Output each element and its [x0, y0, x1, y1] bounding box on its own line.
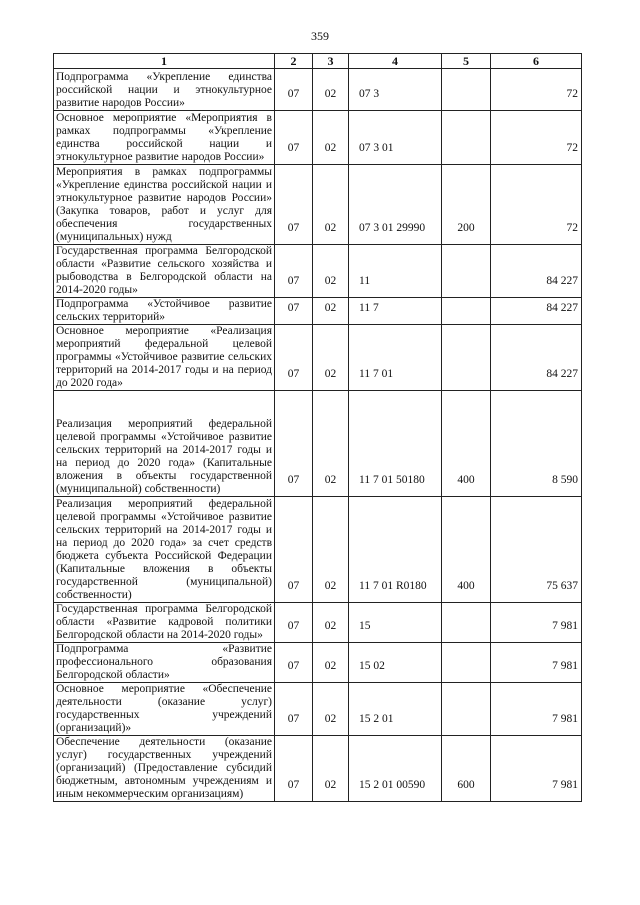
row-name-cell: Государственная программа Белгородской области «Развитие кадровой политики Белгородской области на 2014-2020 годы»	[54, 603, 275, 643]
row-name-cell: Государственная программа Белгородской области «Развитие сельского хозяйства и рыбоводства в Белгородской области на 2014-2020 годы»	[54, 245, 275, 298]
target-article-cell	[349, 683, 442, 736]
table-row	[54, 165, 582, 245]
expense-type-value: 400	[457, 580, 475, 592]
table-row	[54, 391, 582, 497]
target-article-cell	[349, 325, 442, 391]
target-article-value: 07 3 01	[359, 142, 394, 154]
expense-type-value: 400	[457, 474, 475, 486]
column-header: 1	[54, 54, 275, 69]
subsection-code-value: 02	[324, 222, 337, 234]
amount-value: 8 590	[552, 474, 578, 486]
target-article-value: 15	[359, 620, 371, 632]
subsection-code-value: 02	[324, 88, 337, 100]
section-code-value: 07	[287, 275, 300, 287]
subsection-code-value: 02	[324, 779, 337, 791]
amount-value: 84 227	[546, 368, 578, 380]
amount-cell	[491, 683, 582, 736]
subsection-code-cell	[313, 643, 349, 683]
table-row	[54, 643, 582, 683]
amount-value: 84 227	[546, 302, 578, 314]
column-header: 6	[491, 54, 582, 69]
section-code-value: 07	[287, 474, 300, 486]
subsection-code-cell	[313, 298, 349, 325]
row-name-cell: Подпрограмма «Укрепление единства российской нации и этнокультурное развитие народов России»	[54, 69, 275, 111]
row-name-cell: Основное мероприятие «Обеспечение деятельности (оказание услуг) государственных учреждений (организаций)»	[54, 683, 275, 736]
column-header: 3	[313, 54, 349, 69]
target-article-cell	[349, 111, 442, 165]
subsection-code-value: 02	[324, 580, 337, 592]
table-row	[54, 603, 582, 643]
amount-cell	[491, 391, 582, 497]
amount-value: 72	[566, 88, 578, 100]
subsection-code-value: 02	[324, 275, 337, 287]
amount-cell	[491, 603, 582, 643]
subsection-code-cell	[313, 325, 349, 391]
subsection-code-cell	[313, 683, 349, 736]
section-code-cell	[275, 603, 313, 643]
section-code-value: 07	[287, 660, 300, 672]
amount-value: 72	[566, 222, 578, 234]
subsection-code-value: 02	[324, 474, 337, 486]
target-article-cell	[349, 603, 442, 643]
table-row	[54, 497, 582, 603]
section-code-cell	[275, 391, 313, 497]
expense-type-cell	[442, 683, 491, 736]
expense-type-cell	[442, 245, 491, 298]
table-row	[54, 736, 582, 802]
section-code-value: 07	[287, 302, 300, 314]
target-article-value: 11 7	[359, 302, 379, 314]
subsection-code-cell	[313, 736, 349, 802]
amount-cell	[491, 736, 582, 802]
subsection-code-value: 02	[324, 368, 337, 380]
expense-type-cell	[442, 497, 491, 603]
section-code-cell	[275, 683, 313, 736]
section-code-value: 07	[287, 142, 300, 154]
expense-type-cell	[442, 111, 491, 165]
amount-cell	[491, 165, 582, 245]
amount-value: 7 981	[552, 713, 578, 725]
amount-cell	[491, 245, 582, 298]
section-code-cell	[275, 643, 313, 683]
expense-type-cell	[442, 736, 491, 802]
target-article-value: 07 3	[359, 88, 380, 100]
column-header: 5	[442, 54, 491, 69]
section-code-cell	[275, 245, 313, 298]
section-code-value: 07	[287, 779, 300, 791]
target-article-value: 15 2 01	[359, 713, 394, 725]
target-article-cell	[349, 298, 442, 325]
section-code-cell	[275, 298, 313, 325]
column-header: 4	[349, 54, 442, 69]
subsection-code-value: 02	[324, 620, 337, 632]
section-code-value: 07	[287, 88, 300, 100]
row-name-cell: Мероприятия в рамках подпрограммы «Укрепление единства российской нации и этнокультурное развитие народов России» (Закупка товаров, работ и услуг для обеспечения государственных (муниципальных) нужд	[54, 165, 275, 245]
row-name-cell: Основное мероприятие «Реализация мероприятий федеральной целевой программы «Устойчивое развитие сельских территорий на 2014-2017 годы и на период до 2020 года»	[54, 325, 275, 391]
table-row	[54, 69, 582, 111]
subsection-code-cell	[313, 245, 349, 298]
row-name-cell: Реализация мероприятий федеральной целевой программы «Устойчивое развитие сельских территорий на 2014-2017 годы и на период до 2020 года» (Капитальные вложения в объекты государственной (муниципальной) собственности)	[54, 391, 275, 497]
amount-cell	[491, 69, 582, 111]
subsection-code-value: 02	[324, 660, 337, 672]
section-code-cell	[275, 69, 313, 111]
section-code-cell	[275, 736, 313, 802]
expense-type-cell	[442, 643, 491, 683]
target-article-cell	[349, 69, 442, 111]
expense-type-cell	[442, 603, 491, 643]
section-code-value: 07	[287, 713, 300, 725]
budget-table	[53, 53, 582, 802]
expense-type-cell	[442, 298, 491, 325]
expense-type-value: 600	[457, 779, 475, 791]
amount-value: 7 981	[552, 620, 578, 632]
table-row	[54, 325, 582, 391]
row-name-cell: Обеспечение деятельности (оказание услуг) государственных учреждений (организаций) (Предоставление субсидий бюджетным, автономным учреждениям и иным некоммерческим организациям)	[54, 736, 275, 802]
subsection-code-cell	[313, 165, 349, 245]
section-code-value: 07	[287, 222, 300, 234]
amount-cell	[491, 111, 582, 165]
target-article-value: 11 7 01	[359, 368, 394, 380]
target-article-value: 11	[359, 275, 371, 287]
section-code-cell	[275, 497, 313, 603]
section-code-cell	[275, 111, 313, 165]
target-article-value: 07 3 01 29990	[359, 222, 426, 234]
expense-type-cell	[442, 325, 491, 391]
target-article-value: 11 7 01 50180	[359, 474, 425, 486]
expense-type-cell	[442, 391, 491, 497]
amount-value: 7 981	[552, 660, 578, 672]
target-article-cell	[349, 165, 442, 245]
row-name-cell: Подпрограмма «Развитие профессионального образования Белгородской области»	[54, 643, 275, 683]
amount-cell	[491, 643, 582, 683]
table-row	[54, 298, 582, 325]
target-article-cell	[349, 736, 442, 802]
amount-cell	[491, 497, 582, 603]
row-name-cell: Подпрограмма «Устойчивое развитие сельских территорий»	[54, 298, 275, 325]
section-code-value: 07	[287, 368, 300, 380]
section-code-value: 07	[287, 620, 300, 632]
expense-type-value: 200	[457, 222, 475, 234]
row-name-cell: Реализация мероприятий федеральной целевой программы «Устойчивое развитие сельских территорий на 2014-2017 годы и на период до 2020 года» за счет средств бюджета субъекта Российской Федерации (Капитальные вложения в объекты государственной (муниципальной) собственности)	[54, 497, 275, 603]
subsection-code-value: 02	[324, 713, 337, 725]
target-article-cell	[349, 497, 442, 603]
page-number: 359	[311, 29, 329, 43]
table-row	[54, 683, 582, 736]
target-article-value: 15 2 01 00590	[359, 779, 426, 791]
amount-value: 7 981	[552, 779, 578, 791]
amount-value: 72	[566, 142, 578, 154]
expense-type-cell	[442, 69, 491, 111]
subsection-code-value: 02	[324, 302, 337, 314]
subsection-code-value: 02	[324, 142, 337, 154]
section-code-cell	[275, 165, 313, 245]
subsection-code-cell	[313, 603, 349, 643]
section-code-cell	[275, 325, 313, 391]
table-row	[54, 245, 582, 298]
section-code-value: 07	[287, 580, 300, 592]
subsection-code-cell	[313, 391, 349, 497]
amount-cell	[491, 298, 582, 325]
expense-type-cell	[442, 165, 491, 245]
target-article-value: 15 02	[359, 660, 385, 672]
amount-value: 75 637	[546, 580, 578, 592]
header-row	[54, 54, 582, 69]
subsection-code-cell	[313, 497, 349, 603]
target-article-cell	[349, 643, 442, 683]
target-article-cell	[349, 391, 442, 497]
table-row	[54, 111, 582, 165]
row-name-cell: Основное мероприятие «Мероприятия в рамках подпрограммы «Укрепление единства российской нации и этнокультурное развитие народов России»	[54, 111, 275, 165]
target-article-value: 11 7 01 R0180	[359, 580, 427, 592]
column-header: 2	[275, 54, 313, 69]
subsection-code-cell	[313, 69, 349, 111]
subsection-code-cell	[313, 111, 349, 165]
amount-cell	[491, 325, 582, 391]
target-article-cell	[349, 245, 442, 298]
amount-value: 84 227	[546, 275, 578, 287]
